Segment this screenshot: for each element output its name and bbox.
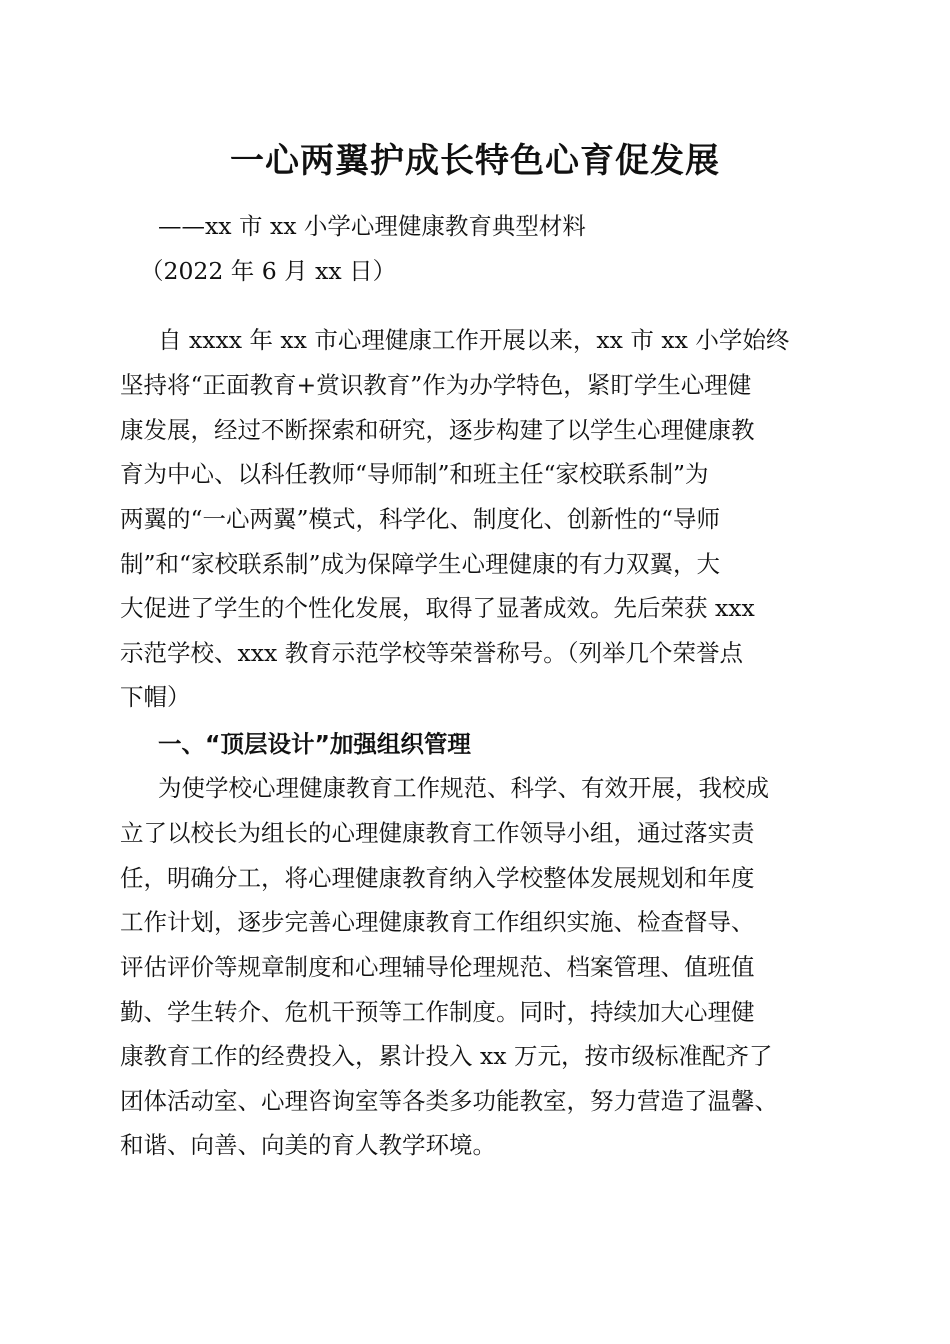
section-line: 康教育工作的经费投入，累计投入 xx 万元，按市级标准配齐了 [120, 1042, 773, 1070]
intro-line: 下帽） [120, 683, 191, 711]
document-title: 一心两翼护成长特色心育促发展 [230, 141, 720, 181]
intro-line: 坚持将“正面教育+赏识教育”作为办学特色，紧盯学生心理健 [120, 371, 752, 399]
section-line: 和谐、向善、向美的育人教学环境。 [120, 1131, 496, 1159]
section-line: 团体活动室、心理咨询室等各类多功能教室，努力营造了温馨、 [120, 1087, 778, 1115]
section-line: 立了以校长为组长的心理健康教育工作领导小组，通过落实责 [120, 819, 755, 847]
intro-line: 大促进了学生的个性化发展，取得了显著成效。先后荣获 xxx [120, 594, 755, 622]
intro-line: 育为中心、以科任教师“导师制”和班主任“家校联系制”为 [120, 460, 709, 488]
intro-line: 两翼的“一心两翼”模式，科学化、制度化、创新性的“导师 [120, 505, 721, 533]
section-line: 勤、学生转介、危机干预等工作制度。同时，持续加大心理健 [120, 998, 755, 1026]
section-heading: 一、“顶层设计”加强组织管理 [158, 730, 471, 758]
section-line: 为使学校心理健康教育工作规范、科学、有效开展，我校成 [158, 774, 769, 802]
section-line: 评估评价等规章制度和心理辅导伦理规范、档案管理、值班值 [120, 953, 755, 981]
document-subtitle: ——xx 市 xx 小学心理健康教育典型材料 [158, 212, 586, 240]
document-date: （2022 年 6 月 xx 日） [140, 257, 397, 285]
intro-line: 康发展，经过不断探索和研究，逐步构建了以学生心理健康教 [120, 416, 755, 444]
intro-line: 制”和“家校联系制”成为保障学生心理健康的有力双翼，大 [120, 550, 721, 578]
intro-line: 自 xxxx 年 xx 市心理健康工作开展以来，xx 市 xx 小学始终 [158, 326, 790, 354]
section-line: 工作计划，逐步完善心理健康教育工作组织实施、检查督导、 [120, 908, 755, 936]
section-line: 任，明确分工，将心理健康教育纳入学校整体发展规划和年度 [120, 864, 755, 892]
intro-line: 示范学校、xxx 教育示范学校等荣誉称号。（列举几个荣誉点 [120, 639, 743, 667]
